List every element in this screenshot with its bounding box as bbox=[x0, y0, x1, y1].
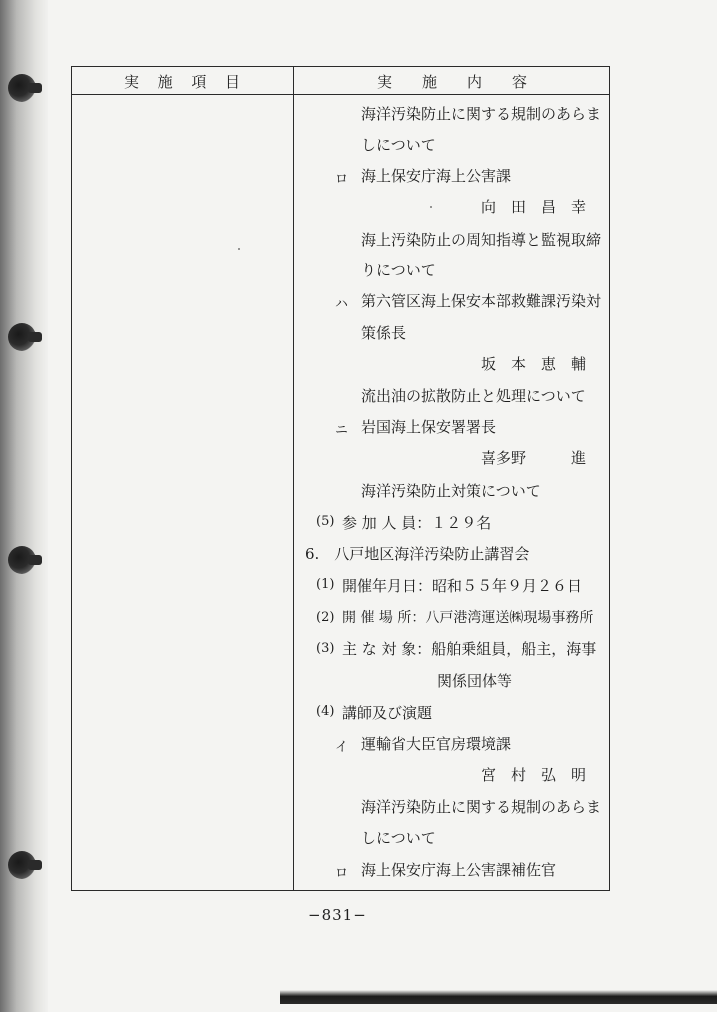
binder-ring-icon bbox=[8, 851, 36, 879]
scan-speck bbox=[430, 206, 432, 208]
header-implementation-content: 実 施 内 容 bbox=[377, 73, 527, 91]
list-marker: イ bbox=[335, 740, 349, 755]
page-number: −831− bbox=[308, 906, 367, 924]
speaker-name: 向 田 昌 幸 bbox=[481, 198, 587, 216]
text-line: 海洋汚染防止に関する規制のあらま bbox=[361, 105, 602, 123]
speaker-name: 喜多野 進 bbox=[481, 449, 587, 467]
text-line: 開催年月日：昭和５５年９月２６日 bbox=[342, 577, 583, 595]
list-marker: ニ bbox=[335, 423, 349, 438]
text-line: 関係団体等 bbox=[437, 672, 513, 690]
list-marker: (4) bbox=[316, 704, 335, 719]
text-line: 岩国海上保安署署長 bbox=[361, 418, 497, 436]
text-line: 主 な 対 象：船舶乗組員，船主，海事 bbox=[342, 640, 597, 658]
header-implementation-item: 実 施 項 目 bbox=[124, 73, 240, 91]
list-marker: (2) bbox=[316, 610, 335, 625]
text-line: 流出油の拡散防止と処理について bbox=[361, 387, 586, 405]
text-line: 運輸省大臣官房環境課 bbox=[361, 735, 512, 753]
text-line: 講師及び演題 bbox=[342, 704, 433, 722]
binder-ring-icon bbox=[8, 546, 36, 574]
text-line: しについて bbox=[361, 136, 436, 154]
text-line: 開 催 場 所：八戸港湾運送㈱現場事務所 bbox=[342, 610, 594, 626]
text-line: 海上汚染防止の周知指導と監視取締 bbox=[361, 231, 602, 249]
text-line: りについて bbox=[361, 261, 436, 279]
text-line: 海上保安庁海上公害課補佐官 bbox=[361, 861, 557, 879]
list-marker: (1) bbox=[316, 577, 335, 592]
text-line: 策係長 bbox=[361, 324, 407, 342]
scan-speck bbox=[238, 248, 240, 250]
speaker-name: 坂 本 恵 輔 bbox=[481, 355, 587, 373]
text-line: しについて bbox=[361, 829, 436, 847]
column-divider bbox=[293, 67, 294, 890]
speaker-name: 宮 村 弘 明 bbox=[481, 766, 587, 784]
list-marker: (3) bbox=[316, 641, 335, 656]
header-rule bbox=[72, 94, 609, 95]
text-line: 第六管区海上保安本部救難課汚染対 bbox=[361, 292, 602, 310]
list-marker: ロ bbox=[335, 172, 349, 187]
list-marker: ロ bbox=[335, 866, 349, 881]
document-table bbox=[71, 66, 610, 891]
section-heading: 6. 八戸地区海洋汚染防止講習会 bbox=[305, 545, 530, 563]
text-line: 海上保安庁海上公害課 bbox=[361, 167, 512, 185]
binder-ring-icon bbox=[8, 323, 36, 351]
scan-shadow bbox=[280, 990, 717, 1004]
text-line: 海洋汚染防止対策について bbox=[361, 482, 541, 500]
list-marker: (5) bbox=[316, 514, 335, 529]
text-line: 参 加 人 員：１２９名 bbox=[342, 514, 492, 532]
list-marker: ハ bbox=[335, 297, 349, 312]
binder-ring-icon bbox=[8, 74, 36, 102]
text-line: 海洋汚染防止に関する規制のあらま bbox=[361, 798, 602, 816]
